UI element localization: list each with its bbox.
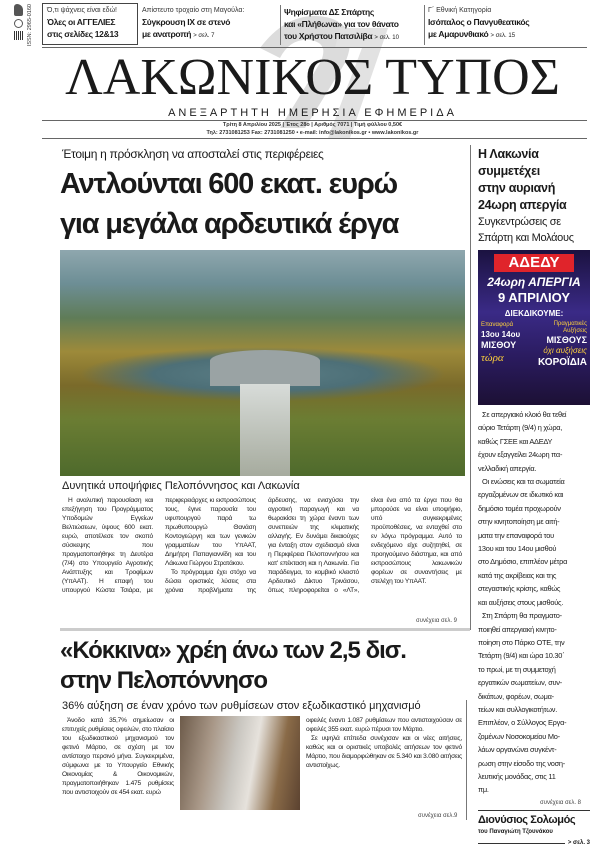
- divider: [478, 843, 565, 844]
- seal-icon: [14, 19, 23, 28]
- body-line: ζομένων Νοσοκομείου Μο-: [478, 731, 560, 741]
- divider: [42, 138, 587, 139]
- lead-headline-2[interactable]: για μεγάλα αρδευτικά έργα: [60, 208, 399, 240]
- barcode-icon: [14, 31, 23, 40]
- second-continued-link[interactable]: συνέχεια σελ.9: [418, 813, 458, 819]
- body-line: καθώς ΓΣΕΕ και ΑΔΕΔΥ: [478, 436, 553, 446]
- body-line: δημόσιο τομέα προχωρούν: [478, 503, 561, 513]
- publisher-logo-icon: [14, 4, 23, 16]
- body-line: Στη Σπάρτη θα πραγματο-: [482, 611, 562, 621]
- issn-text: ISSN: 2965-0160: [27, 4, 33, 47]
- issn-strip: [14, 4, 38, 50]
- divider: [42, 47, 587, 48]
- body-line: 13ου και του 14ου μισθού: [478, 544, 557, 554]
- strike-story-headline[interactable]: Η Λακωνία συμμετέχει στην αυριανή 24ωρη απεργία Συγκεντρώσεις σε Σπάρτη και Μολάους: [478, 147, 574, 244]
- body-line: νελλαδική απεργία.: [478, 463, 537, 473]
- column-page-link[interactable]: > σελ. 3: [567, 840, 590, 846]
- dam-photo: [60, 250, 465, 476]
- body-line: Σε απεργιακό κλοιό θα τεθεί: [482, 410, 567, 419]
- column-page-row[interactable]: [478, 839, 590, 847]
- masthead-subtitle: ΑΝΕΞΑΡΤΗΤΗ ΗΜΕΡΗΣΙΑ ΕΦΗΜΕΡΙΔΑ: [168, 107, 457, 119]
- second-headline-1[interactable]: «Κόκκινα» χρέη άνω των 2,5 δισ.: [60, 637, 406, 664]
- lead-headline-1[interactable]: Αντλούνται 600 εκατ. ευρώ: [60, 168, 397, 200]
- body-line: ρωση στην είσοδο της νοση-: [478, 758, 566, 768]
- divider: [60, 628, 470, 631]
- strike-poster: ΑΔΕΔΥ 24ωρη ΑΠΕΡΓΙΑ 9 ΑΠΡΙΛΙΟΥ ΔΙΕΚΔΙΚΟΥΜΕ: Επαναφορά 13ου 14ου ΜΙΣΘΟΥ τώρα Πραγματικές Αυξήσεις ΜΙΣΘΟΥΣ όχι αυξήσεις ΚΟΡΟΪΔΙΑ: [478, 250, 590, 405]
- body-line: Τετάρτη (9/4) και ώρα 10.30΄: [478, 651, 565, 661]
- teaser-accident[interactable]: Απίστευτο τροχαίο στη Μαγούλα: Σύγκρουση ΙΧ σε στενό με ανατροπή > σελ. 7: [142, 7, 245, 39]
- body-line: το πρωί, με τη συμμετοχή: [478, 664, 556, 674]
- body-line: κατά της ακρίβειας και της: [478, 570, 557, 580]
- divider: [470, 145, 471, 630]
- body-line: και αυξήσεις στους μισθούς.: [478, 597, 564, 607]
- body-line: ματα την επαναφορά του: [478, 530, 554, 540]
- second-body-2: οφειλές έναντι 1.087 ρυθμίσεων που αντιστοιχούσαν σε οφειλές 355 εκατ. ευρώ πέρυσι τον Μάρτιο. Σε υψηλά επίπεδα συνέχισαν και οι νέες αιτήσεις, καθώς και οι οριστικές υποβολές αιτήσεων τον φετινό Μάρτιο, που διαμορφώθηκαν σε 5.340 και 3.080 αιτήσεις αντιστοίχως.: [306, 717, 462, 769]
- masthead-title: ΛΑΚΩΝΙΚΟΣ ΤΥΠΟΣ: [65, 49, 560, 106]
- body-line: ποιηθεί απεργιακή κινητο-: [478, 624, 557, 634]
- body-line: έχουν εξαγγείλει 24ωρη πα-: [478, 450, 563, 460]
- body-line: εργαζομένων σε ιδιωτικό και: [478, 490, 564, 500]
- divider: [424, 5, 425, 45]
- teaser-sports[interactable]: Γ΄ Εθνική Κατηγορία Ισόπαλος ο Πανγυθεατικός με Αμαρυνθιακό > σελ. 15: [428, 7, 530, 39]
- body-line: αύριο Τετάρτη (9/4) η χώρα,: [478, 423, 563, 433]
- column-author: του Παναγιώτη Τζουνάκου: [478, 829, 553, 835]
- divider: [466, 700, 467, 820]
- lead-body: Η αναλυτική παρουσίαση και επεξήγηση του Προγράμματος Υποδομών Εγγείων Βελτιώσεων, ύψους 600 εκατ. ευρώ, αποτέλεσε τον σκοπό σύσκεψης που πραγματοποιήθηκε τη Δευτέρα (7/4) στο Υπουργείο Αγροτικής Ανάπτυξης και Τροφίμων (ΥπΑΑΤ). Η επαφή του υπουργού Κώστα Τσιάρα, με περιφερειάρχες κι εκπροσώπους τους, έγινε παρουσία του υφυπουργού παρά τω πρωθυπουργώ Θανάση Κοντογεώργη και των γενικών γραμματέων του ΥπΑΑΤ, Δημήτρη Παπαγιαννίδη και του Λάκωνα Γιώργου Στρατάκου. Το πρόγραμμα έχει στόχο να δώσει οριστικές λύσεις στα χρόνια προβλήματα της άρδευσης, να ενισχύσει την αγροτική παραγωγή και να θωρακίσει τη χώρα έναντι των συνεπειών της κλιματικής αλλαγής. Εν δυνάμει δικαιούχες για ένταξη στον σχεδιασμό είναι η Περιφέρεια Πελοποννήσου και κατ' επέκταση και η Λακωνία. Για παράδειγμα, το κομβικό κλειστό Αρδευτικό Δίκτυο Τρινάσου, όπως πληροφορείται ο «ΛΤ», είναι ένα από τα έργα που θα μπορούσε να είναι υποψήφιο, υπό συγκεκριμένες προϋποθέσεις, να ενταχθεί στο εν λόγω πρόγραμμα. Αυτό το ενδεχόμενο είχε συζητηθεί, σε προηγούμενο διάστημα, και από εκπροσώπους λακωνικών φορέων σε συναντήσεις με στελέχη του ΥπΑΑΤ.: [62, 497, 462, 594]
- teaser-resolutions[interactable]: Ψηφίσματα ΔΣ Σπάρτης και «Πλήθωνα» για τον θάνατο του Χρήστου Πατσιλίβα > σελ. 10: [284, 7, 399, 41]
- teaser-classifieds[interactable]: Ό,τι ψάχνεις είναι εδώ! Όλες οι ΑΓΓΕΛΙΕΣ στις σελίδες 12&13: [47, 7, 119, 39]
- body-line: λευτικής μονάδας, στις 11: [478, 771, 556, 781]
- contact-line: Τηλ: 2731081253 Fax: 2731081250 • e-mail: info@lakonikos.gr • www.lakonikos.gr: [206, 130, 419, 136]
- signing-photo: [180, 716, 300, 810]
- body-line: δικάτων, φορέων, σωμα-: [478, 691, 554, 701]
- divider: [478, 810, 590, 811]
- issue-date-line: Τρίτη 8 Απριλίου 2025 | Έτος 28ο | Αριθμός 7071 | Τιμή φύλλου 0,50€: [222, 122, 403, 128]
- second-subtitle: 36% αύξηση σε έναν χρόνο των ρυθμίσεων στον εξωδικαστικό μηχανισμό: [62, 700, 421, 712]
- body-line: στην κινητοποίηση με αιτή-: [478, 517, 560, 527]
- strike-continued-link[interactable]: συνέχεια σελ. 8: [540, 800, 582, 806]
- body-line: στεγαστικής κρίσης, καθώς: [478, 584, 561, 594]
- body-line: τείων και συλλογικοτήτων.: [478, 704, 558, 714]
- body-line: πμ.: [478, 785, 489, 795]
- lead-kicker: Έτοιμη η πρόσκληση να αποσταλεί στις περιφέρειες: [62, 147, 324, 161]
- body-line: στο Δημόσιο, επιπλέον μέτρα: [478, 557, 568, 567]
- body-line: Οι ενώσεις και τα σωματεία: [482, 477, 565, 487]
- body-line: εργατικών σωματείων, συν-: [478, 678, 562, 688]
- divider: [280, 5, 281, 45]
- lead-continued-link[interactable]: συνέχεια σελ. 9: [416, 618, 458, 624]
- body-line: Επιπλέον, ο Σύλλογος Εργα-: [478, 718, 567, 728]
- body-line: ποίηση στο Πάρκο ΟΤΕ, την: [478, 637, 565, 647]
- strike-story-body: [478, 408, 590, 797]
- body-line: λάων οργανώνει συγκέντ-: [478, 745, 557, 755]
- second-headline-2[interactable]: στην Πελοπόννησο: [60, 667, 268, 694]
- second-body-1: Άνοδο κατά 35,7% σημείωσαν οι επιτυχείς ρυθμίσεις οφειλών, στο πλαίσιο του εξωδικαστικού μηχανισμού τον φετινό Μάρτιο, σε σχέση με τον αντίστοιχο περσινό μήνα. Συγκεκριμένα, σύμφωνα με το Υπουργείο Εθνικής Οικονομίας & Οικονομικών, πραγματοποιήθηκαν 1.475 ρυθμίσεις που αντιστοιχούν σε 454 εκατ. ευρώ: [62, 717, 174, 796]
- column-title[interactable]: Διονύσιος Σολωμός: [478, 814, 576, 826]
- divider: [42, 120, 587, 121]
- photo-caption: Δυνητικά υποψήφιες Πελοπόννησος και Λακωνία: [62, 480, 300, 492]
